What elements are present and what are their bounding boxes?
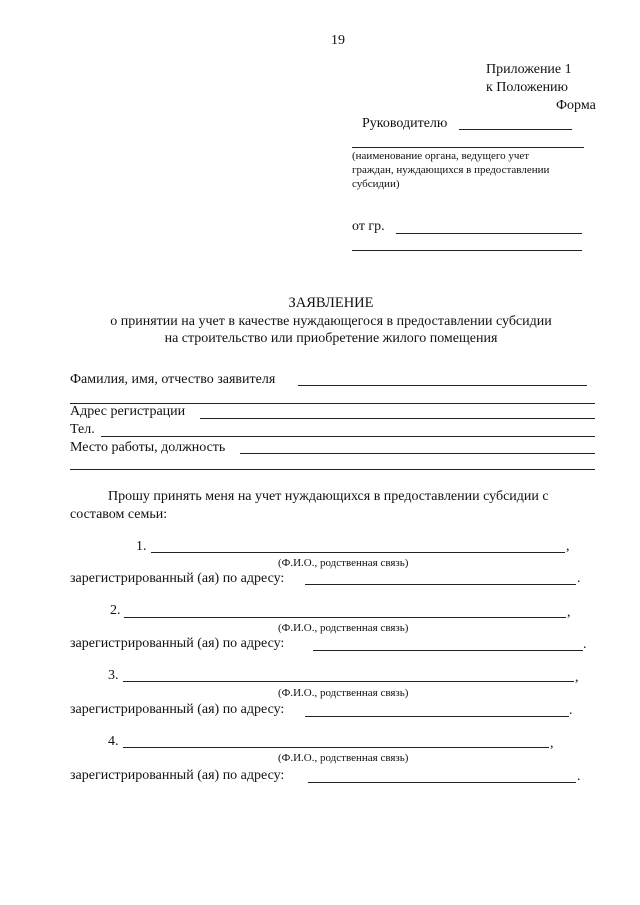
- title-line-1: о принятии на учет в качестве нуждающегося в предоставлении субсидии: [110, 314, 552, 329]
- member-number: 3.: [108, 668, 119, 683]
- member-comma: ,: [566, 539, 570, 554]
- registered-period: .: [583, 637, 587, 652]
- registered-period: .: [577, 571, 581, 586]
- registered-address-line[interactable]: [305, 716, 569, 717]
- org-name-line[interactable]: [352, 147, 584, 148]
- member-number: 4.: [108, 734, 119, 749]
- from-line-2[interactable]: [352, 250, 582, 251]
- org-hint-1: (наименование органа, ведущего учет: [352, 150, 530, 162]
- document-title: ЗАЯВЛЕНИЕ: [288, 295, 374, 311]
- member-hint: (Ф.И.О., родственная связь): [278, 622, 409, 634]
- registered-label: зарегистрированный (ая) по адресу:: [70, 768, 285, 783]
- org-hint-2: граждан, нуждающихся в предоставлении: [352, 164, 550, 176]
- from-label: от гр.: [352, 219, 385, 234]
- phone-label: Тел.: [70, 422, 95, 437]
- head-label: Руководителю: [362, 116, 448, 131]
- registered-address-line[interactable]: [305, 584, 576, 585]
- registered-period: .: [569, 703, 573, 718]
- member-name-line[interactable]: [123, 747, 549, 748]
- title-line-2: на строительство или приобретение жилого помещения: [164, 331, 498, 346]
- address-label: Адрес регистрации: [70, 404, 186, 419]
- member-name-line[interactable]: [151, 552, 565, 553]
- registered-label: зарегистрированный (ая) по адресу:: [70, 702, 285, 717]
- request-line-1: Прошу принять меня на учет нуждающихся в предоставлении субсидии с: [108, 489, 549, 504]
- member-hint: (Ф.И.О., родственная связь): [278, 687, 409, 699]
- applicant-name-label: Фамилия, имя, отчество заявителя: [70, 372, 276, 387]
- registered-address-line[interactable]: [313, 650, 583, 651]
- member-comma: ,: [567, 605, 571, 620]
- member-number: 2.: [110, 603, 121, 618]
- request-line-2: составом семьи:: [70, 507, 168, 522]
- applicant-name-line[interactable]: [298, 385, 587, 386]
- work-line-2[interactable]: [70, 469, 595, 470]
- from-line[interactable]: [396, 233, 582, 234]
- form-label: Форма: [556, 98, 596, 113]
- member-name-line[interactable]: [123, 681, 574, 682]
- head-line[interactable]: [459, 129, 572, 130]
- work-label: Место работы, должность: [70, 440, 226, 455]
- member-number: 1.: [136, 539, 147, 554]
- registered-label: зарегистрированный (ая) по адресу:: [70, 636, 285, 651]
- registered-address-line[interactable]: [308, 782, 576, 783]
- org-hint-3: субсидии): [352, 178, 400, 190]
- phone-line[interactable]: [101, 436, 595, 437]
- member-comma: ,: [550, 736, 554, 751]
- member-name-line[interactable]: [124, 617, 566, 618]
- regulation-label: к Положению: [486, 80, 569, 95]
- registered-label: зарегистрированный (ая) по адресу:: [70, 571, 285, 586]
- work-line[interactable]: [240, 453, 595, 454]
- page-number: 19: [331, 33, 345, 48]
- registered-period: .: [577, 769, 581, 784]
- address-line[interactable]: [200, 418, 595, 419]
- member-comma: ,: [575, 670, 579, 685]
- member-hint: (Ф.И.О., родственная связь): [278, 557, 409, 569]
- appendix-label: Приложение 1: [486, 62, 572, 77]
- member-hint: (Ф.И.О., родственная связь): [278, 752, 409, 764]
